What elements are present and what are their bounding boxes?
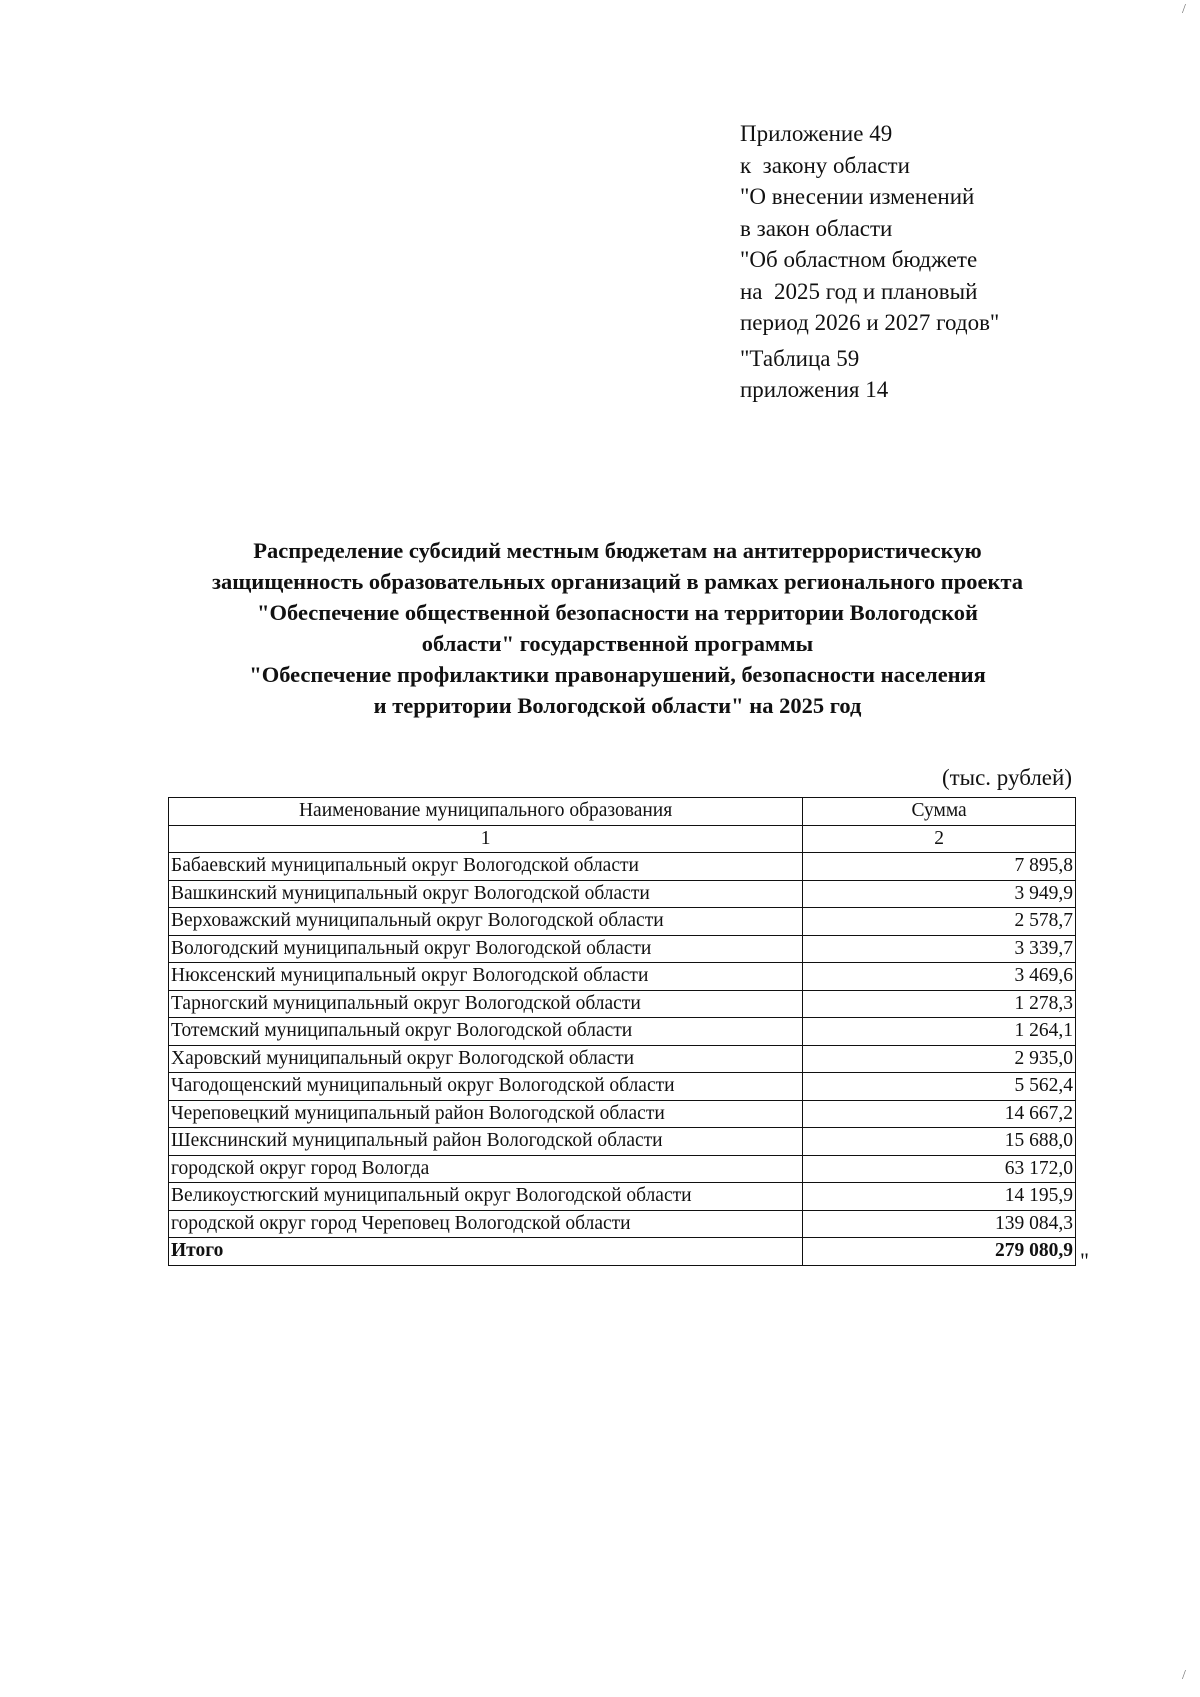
- table-row: [169, 935, 1076, 963]
- table-header-row: [169, 798, 1076, 826]
- table-reference-line: "Таблица 59: [740, 345, 860, 371]
- subsidy-amount: 1 264,1: [803, 1018, 1076, 1046]
- title-line: области" государственной программы: [421, 631, 814, 656]
- title-line: защищенность образовательных организаций в рамках регионального проекта: [211, 569, 1024, 594]
- table-row: [169, 1128, 1076, 1156]
- column-number: 1: [169, 825, 803, 853]
- municipality-name: городской округ город Череповец Вологодской области: [169, 1210, 803, 1238]
- subsidy-amount: 63 172,0: [803, 1155, 1076, 1183]
- table-row: [169, 908, 1076, 936]
- municipality-name: городской округ город Вологда: [169, 1155, 803, 1183]
- municipality-name: Череповецкий муниципальный район Вологодской области: [169, 1100, 803, 1128]
- municipality-name: Харовский муниципальный округ Вологодской области: [169, 1045, 803, 1073]
- municipality-name: Шекснинский муниципальный район Вологодской области: [169, 1128, 803, 1156]
- column-number: 2: [803, 825, 1076, 853]
- subsidy-amount: 5 562,4: [803, 1073, 1076, 1101]
- subsidy-table: [168, 797, 1076, 1266]
- total-label: Итого: [169, 1238, 803, 1266]
- table-row: [169, 1155, 1076, 1183]
- appendix-line: Приложение 49: [740, 121, 893, 146]
- subsidy-amount: 14 667,2: [803, 1100, 1076, 1128]
- table-row: [169, 963, 1076, 991]
- municipality-name: Верховажский муниципальный округ Вологодской области: [169, 908, 803, 936]
- header-municipality: Наименование муниципального образования: [169, 798, 803, 826]
- title-line: и территории Вологодской области" на 2025 год: [373, 693, 862, 718]
- table-row: [169, 1183, 1076, 1211]
- document-title: [120, 535, 1115, 721]
- subsidy-amount: 3 949,9: [803, 880, 1076, 908]
- subsidy-amount: 1 278,3: [803, 990, 1076, 1018]
- municipality-name: Нюксенский муниципальный округ Вологодской области: [169, 963, 803, 991]
- municipality-name: Бабаевский муниципальный округ Вологодской области: [169, 853, 803, 881]
- appendix-line: к закону области: [740, 152, 910, 178]
- table-row: [169, 1210, 1076, 1238]
- municipality-name: Тарногский муниципальный округ Вологодской области: [169, 990, 803, 1018]
- title-line: "Обеспечение профилактики правонарушений, безопасности населения: [249, 662, 986, 687]
- appendix-line: в закон области: [740, 215, 893, 241]
- subsidy-amount: 3 339,7: [803, 935, 1076, 963]
- table-reference-line: приложения 14: [740, 377, 889, 402]
- municipality-name: Великоустюгский муниципальный округ Вологодской области: [169, 1183, 803, 1211]
- table-row: [169, 1100, 1076, 1128]
- appendix-line: "Об областном бюджете: [740, 247, 978, 272]
- scan-mark-top: /: [1182, 2, 1186, 17]
- subsidy-amount: 2 578,7: [803, 908, 1076, 936]
- table-row: [169, 880, 1076, 908]
- table-row: [169, 1073, 1076, 1101]
- subsidy-amount: 3 469,6: [803, 963, 1076, 991]
- subsidy-amount: 2 935,0: [803, 1045, 1076, 1073]
- total-row: [169, 1238, 1076, 1266]
- subsidy-amount: 7 895,8: [803, 853, 1076, 881]
- municipality-name: Тотемский муниципальный округ Вологодской области: [169, 1018, 803, 1046]
- subsidy-amount: 139 084,3: [803, 1210, 1076, 1238]
- closing-quote: ": [1080, 1248, 1089, 1273]
- municipality-name: Чагодощенский муниципальный округ Вологодской области: [169, 1073, 803, 1101]
- title-line: Распределение субсидий местным бюджетам на антитеррористическую: [253, 538, 982, 563]
- table-row: [169, 1045, 1076, 1073]
- total-amount: 279 080,9: [803, 1238, 1076, 1266]
- table-row: [169, 1018, 1076, 1046]
- table-row: [169, 990, 1076, 1018]
- unit-note: (тыс. рублей): [941, 765, 1072, 790]
- table-row: [169, 853, 1076, 881]
- header-amount: Сумма: [803, 798, 1076, 826]
- appendix-line: на 2025 год и плановый: [740, 278, 978, 304]
- appendix-block: [740, 118, 999, 406]
- scan-mark-bottom: /: [1182, 1668, 1186, 1683]
- subsidy-amount: 15 688,0: [803, 1128, 1076, 1156]
- municipality-name: Вашкинский муниципальный округ Вологодской области: [169, 880, 803, 908]
- appendix-line: "О внесении изменений: [740, 184, 975, 209]
- municipality-name: Вологодский муниципальный округ Вологодской области: [169, 935, 803, 963]
- appendix-line: период 2026 и 2027 годов": [740, 310, 1000, 335]
- column-number-row: [169, 825, 1076, 853]
- subsidy-amount: 14 195,9: [803, 1183, 1076, 1211]
- title-line: "Обеспечение общественной безопасности на территории Вологодской: [257, 600, 978, 625]
